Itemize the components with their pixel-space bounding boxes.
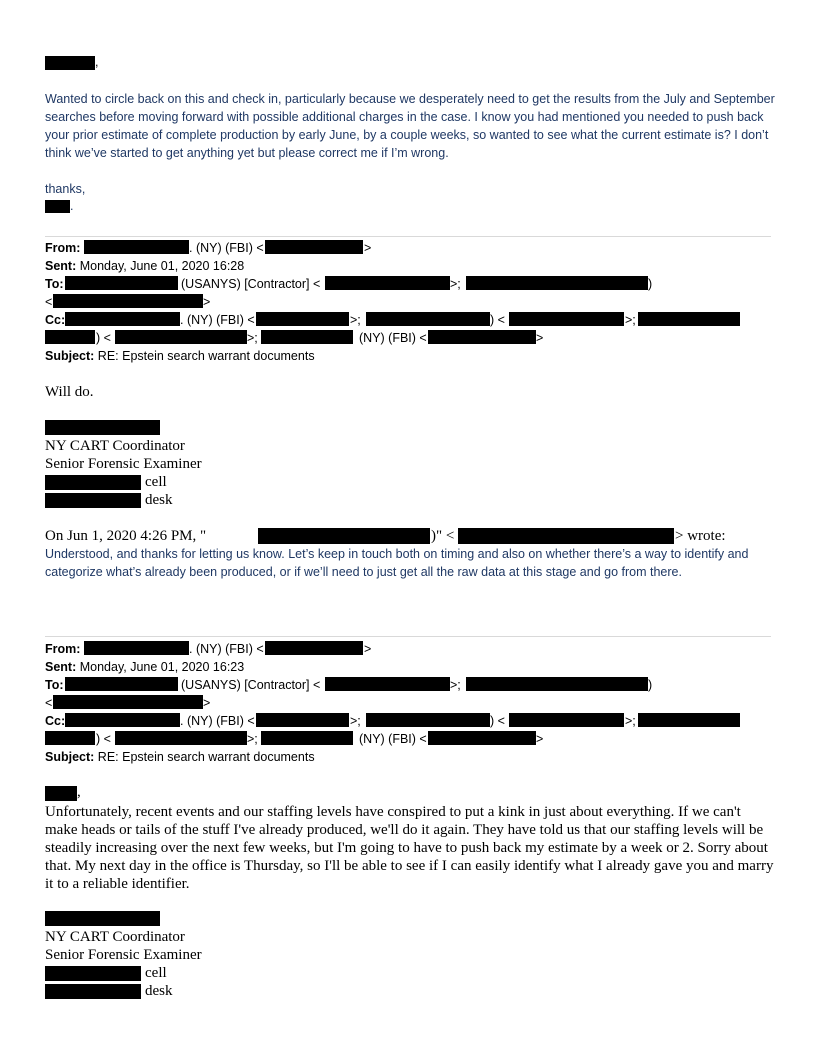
redaction-reply1-desk-number [45,493,141,508]
redaction-reply2-signature-name [45,911,160,926]
sent-label-2: Sent: [45,660,77,674]
header1-cc-sep2: >; [625,313,636,327]
redaction-from-email-2 [265,641,363,655]
header2-cc-sep1: >; [350,714,361,728]
header1-to-text: (USANYS) [Contractor] < [181,277,321,291]
header1-cc-line2-d: > [536,331,544,345]
redaction-signoff-name [45,200,70,213]
redaction-to-name-2 [466,276,648,290]
redaction-to-email-4 [53,695,203,709]
header1-cc-text2: ) < [490,313,505,327]
header1-subject-line [45,349,315,363]
redaction-to-name-4 [466,677,648,691]
reply2-sig-title1: NY CART Coordinator [45,929,185,945]
redaction-cc2-name-1 [65,713,180,727]
reply1-sig-title1: NY CART Coordinator [45,438,185,454]
reply2-cell-label: cell [145,965,167,981]
redaction-to-name-3 [65,677,178,691]
from-label: From: [45,241,81,255]
redaction-cc-name-3 [638,312,740,326]
redaction-cc2-email-1 [256,713,349,727]
redaction-cc-email-1 [256,312,349,326]
redaction-cc-email-4 [428,330,536,344]
header2-to-text: (USANYS) [Contractor] < [181,678,321,692]
redaction-reply2-cell-number [45,966,141,981]
reply2-body: Unfortunately, recent events and our staffing levels have conspired to put a kink in just about everything. If we can't make heads or tails of the stuff I've already produced, we'll do it again. They have told us that our staffing levels will be steadily increasing over the next few weeks, but I'm going to have to push back my estimate by a week or 2. Sorry about that. My next day in the office is Thursday, so I'll be able to see if I can easily identify what I already gave you and marry it to a reliable identifier. [45,804,774,892]
to-label-2: To: [45,678,64,692]
reply1-desk-label: desk [145,492,173,508]
subject-label: Subject: [45,349,95,363]
reply2-greeting-comma: , [77,784,81,800]
header1-cc-line2-b: >; [247,331,258,345]
greeting-comma: , [95,55,99,69]
header1-to-label [45,277,64,291]
header2-to-line2-close: > [203,696,211,710]
reply1-quote-prefix: On Jun 1, 2020 4:26 PM, " [45,528,207,544]
redaction-quote-email [458,528,674,544]
header1-to-close-paren: ) [648,277,653,291]
redaction-cc-name-1 [65,312,180,326]
redaction-to-email-3 [325,677,450,691]
redaction-cc2-name-4 [261,731,353,745]
redaction-cc2-email-4 [428,731,536,745]
reply2-desk-label: desk [145,983,173,999]
header1-cc-label [45,313,65,327]
redaction-cc2-name-3 [638,713,740,727]
header2-to-label [45,678,64,692]
reply2-sig-title2: Senior Forensic Examiner [45,947,202,963]
redaction-cc-email-2 [509,312,624,326]
header1-sent-line [45,259,244,273]
header1-from-text: . (NY) (FBI) < [189,241,264,255]
redaction-cc2-email-3 [115,731,247,745]
redaction-to-email [325,276,450,290]
header1-to-line2-close: > [203,295,211,309]
redaction-from-name [84,240,189,254]
header2-cc-text1: . (NY) (FBI) < [180,714,255,728]
redaction-from-email [265,240,363,254]
header1-cc-line2-c: (NY) (FBI) < [359,331,427,345]
cc-label: Cc: [45,313,66,327]
header2-from-text: . (NY) (FBI) < [189,642,264,656]
redaction-reply1-signature-name [45,420,160,435]
subject-label-2: Subject: [45,750,95,764]
redaction-cc-name-2 [366,312,490,326]
redaction-cc2-email-2 [509,713,624,727]
redaction-cc-email-3 [115,330,247,344]
redaction-greeting-name [45,56,95,70]
divider-1 [45,236,771,237]
header2-cc-line2-a: ) < [96,732,111,746]
redaction-to-email-2 [53,294,203,308]
header2-from-close: > [364,642,372,656]
sent-value-2: Monday, June 01, 2020 16:23 [79,660,245,674]
header2-to-close-paren: ) [648,678,653,692]
header1-to-sep: >; [450,277,461,291]
signoff-dot: . [70,199,74,213]
redaction-quote-name [258,528,430,544]
subject-value: RE: Epstein search warrant documents [97,349,315,363]
reply1-cell-label: cell [145,474,167,490]
redaction-cc2-name-2 [366,713,490,727]
sent-value: Monday, June 01, 2020 16:28 [79,259,245,273]
header2-cc-text2: ) < [490,714,505,728]
redaction-cc-name-3-cont [45,330,95,344]
top-email-body: Wanted to circle back on this and check in, particularly because we desperately need to get the results from the July and September searches before moving forward with possible additional charges in the case. I know you had mentioned you needed to push back your prior estimate of complete production by early June, by a couple weeks, so wanted to see what the current estimate is? I don’t think we’ve started to get anything yet but please correct me if I’m wrong. [45,92,775,160]
header2-to-line2-open: < [45,696,53,710]
header2-cc-sep2: >; [625,714,636,728]
header2-subject-line [45,750,315,764]
header2-to-sep: >; [450,678,461,692]
header2-cc-line2-d: > [536,732,544,746]
reply1-quoted-body: Understood, and thanks for letting us know. Let’s keep in touch both on timing and also on whether there’s a way to identify and categorize what’s already been produced, or if we’ll need to just get all the raw data at this stage and go from there. [45,547,749,579]
header2-sent-line [45,660,244,674]
redaction-from-name-2 [84,641,189,655]
reply1-body: Will do. [45,384,94,400]
header1-cc-text1: . (NY) (FBI) < [180,313,255,327]
from-label-2: From: [45,642,81,656]
reply1-quote-mid: )" < [431,528,455,544]
header2-cc-line2-c: (NY) (FBI) < [359,732,427,746]
divider-2 [45,636,771,637]
header1-from-line [45,241,80,255]
redaction-to-name [65,276,178,290]
redaction-cc2-name-3-cont [45,731,95,745]
cc-label-2: Cc: [45,714,66,728]
header1-to-line2-open: < [45,295,53,309]
redaction-reply2-desk-number [45,984,141,999]
header1-cc-sep1: >; [350,313,361,327]
reply1-sig-title2: Senior Forensic Examiner [45,456,202,472]
subject-value-2: RE: Epstein search warrant documents [97,750,315,764]
header1-from-close: > [364,241,372,255]
reply1-quote-suffix: > wrote: [675,528,726,544]
header1-cc-line2-a: ) < [96,331,111,345]
redaction-reply2-greeting-name [45,786,77,801]
header2-cc-label [45,714,65,728]
to-label: To: [45,277,64,291]
sent-label: Sent: [45,259,77,273]
header2-from-line [45,642,80,656]
redaction-cc-name-4 [261,330,353,344]
header2-cc-line2-b: >; [247,732,258,746]
top-email-signoff: thanks, [45,182,86,196]
redaction-reply1-cell-number [45,475,141,490]
